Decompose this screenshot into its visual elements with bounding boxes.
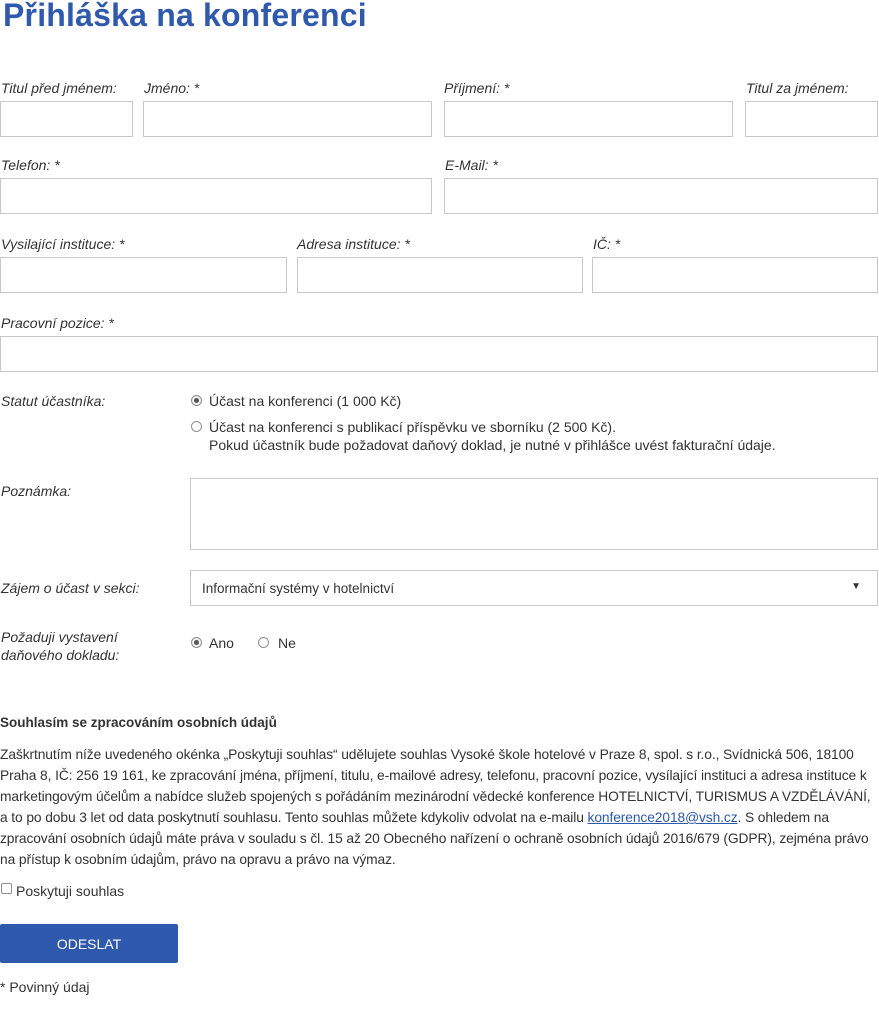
statut-radio-konference[interactable] xyxy=(191,395,202,406)
pozice-input[interactable] xyxy=(0,336,878,372)
danovy-doklad-label-line2: daňového dokladu: xyxy=(1,647,120,663)
consent-text xyxy=(0,744,879,870)
sekce-select[interactable] xyxy=(190,570,878,606)
jmeno-label: Jméno: * xyxy=(144,80,200,96)
submit-button[interactable]: ODESLAT xyxy=(0,924,178,963)
danovy-doklad-ne-label: Ne xyxy=(278,635,296,651)
dropdown-arrow-icon: ▼ xyxy=(851,581,861,592)
statut-option-publikace-label: Účast na konferenci s publikací příspěvku ve sborníku (2 500 Kč). xyxy=(209,419,616,435)
prijmeni-label: Příjmení: * xyxy=(444,80,510,96)
statut-label: Statut účastníka: xyxy=(1,393,106,409)
statut-radio-publikace[interactable] xyxy=(191,421,202,432)
titul-za-input[interactable] xyxy=(745,101,878,137)
sekce-label: Zájem o účast v sekci: xyxy=(1,580,140,596)
consent-title: Souhlasím se zpracováním osobních údajů xyxy=(0,715,277,730)
danovy-doklad-radio-ne[interactable] xyxy=(258,637,269,648)
required-note: * Povinný údaj xyxy=(0,979,90,995)
poznamka-label: Poznámka: xyxy=(1,483,72,499)
adresa-label: Adresa instituce: * xyxy=(297,236,410,252)
email-label: E-Mail: * xyxy=(445,157,498,173)
danovy-doklad-label-line1: Požaduji vystavení xyxy=(1,629,118,645)
telefon-label: Telefon: * xyxy=(1,157,60,173)
telefon-input[interactable] xyxy=(0,178,432,214)
titul-za-label: Titul za jménem: xyxy=(746,80,849,96)
ic-label: IČ: * xyxy=(593,236,621,252)
poznamka-textarea[interactable] xyxy=(190,478,878,550)
titul-pred-input[interactable] xyxy=(0,101,133,137)
statut-option-konference-label: Účast na konferenci (1 000 Kč) xyxy=(209,393,402,409)
instituce-label: Vysilající instituce: * xyxy=(1,236,125,252)
consent-text-after: . S ohledem na zpracování osobních údajů máte práva v souladu s čl. 15 až 20 Obecného nařízení o ochraně osobních údajů 2016/679 (GDPR), zejména právo na přístup k osobním údajům, právo na opravu a právo na výmaz. xyxy=(0,810,869,867)
consent-email-link[interactable]: konference2018@vsh.cz xyxy=(587,810,738,825)
page-title: Přihláška na konferenci xyxy=(3,0,367,33)
danovy-doklad-ano-label: Ano xyxy=(209,635,234,651)
ic-input[interactable] xyxy=(592,257,878,293)
consent-checkbox[interactable] xyxy=(1,883,12,894)
adresa-input[interactable] xyxy=(297,257,583,293)
jmeno-input[interactable] xyxy=(143,101,432,137)
danovy-doklad-radio-ano[interactable] xyxy=(191,637,202,648)
consent-text-before: Zaškrtnutím níže uvedeného okénka „Poskytuji souhlas“ udělujete souhlas Vysoké škole hotelové v Praze 8, spol. s r.o., Svídnická 506, 18100 Praha 8, IČ: 256 19 161, ke zpracování jména, příjmení, titulu, e-mailové adresy, telefonu, pracovní pozice, vysílající instituci a adresa instituce k marketingovým účelům a nabídce služeb spojených s pořádáním mezinárodní vědecké konference HOTELNICTVÍ, TURISMUS A VZDĚLÁVÁNÍ, a to po dobu 3 let od data poskytnutí souhlasu. Tento souhlas můžete kdykoliv odvolat na e-mailu xyxy=(0,747,871,825)
titul-pred-label: Titul před jménem: xyxy=(1,80,117,96)
sekce-selected-value: Informační systémy v hotelnictví xyxy=(202,581,395,596)
email-input[interactable] xyxy=(444,178,878,214)
pozice-label: Pracovní pozice: * xyxy=(1,315,114,331)
instituce-input[interactable] xyxy=(0,257,287,293)
statut-note: Pokud účastník bude požadovat daňový doklad, je nutné v přihlášce uvést fakturační údaje. xyxy=(209,437,776,453)
prijmeni-input[interactable] xyxy=(444,101,733,137)
consent-checkbox-label[interactable]: Poskytuji souhlas xyxy=(16,883,125,899)
